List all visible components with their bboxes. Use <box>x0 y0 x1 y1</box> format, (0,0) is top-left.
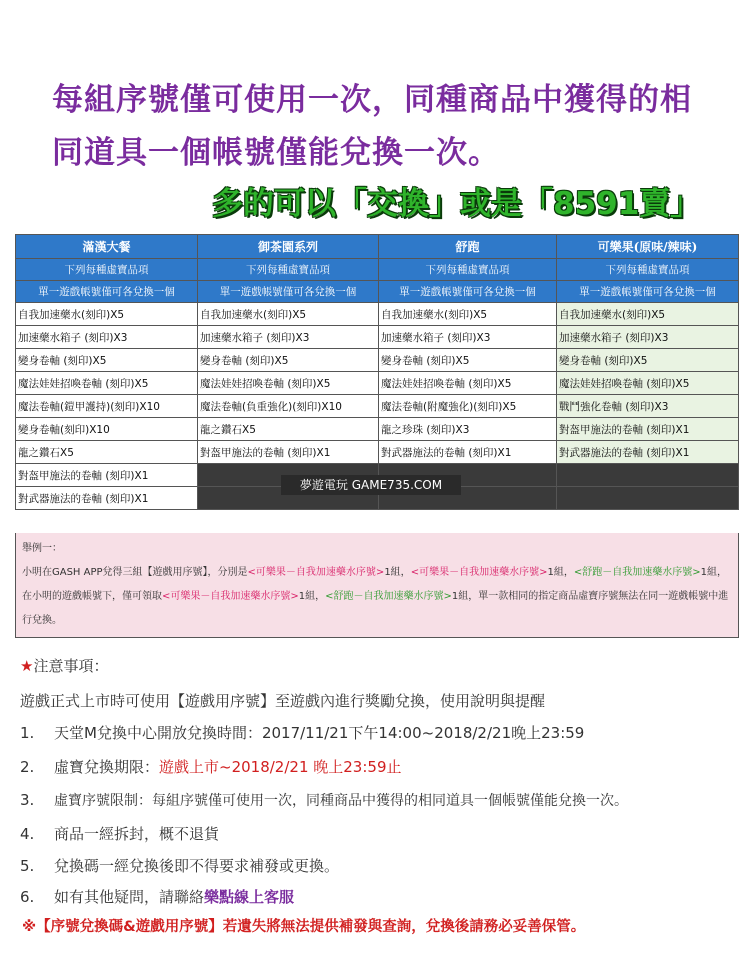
table-cell: 變身卷軸(刻印)X10 <box>16 418 198 441</box>
column-sub: 下列每種虛寶品項 <box>16 259 198 281</box>
reward-items-table <box>15 234 739 510</box>
column-note: 單一遊戲帳號僅可各兌換一個 <box>198 281 379 303</box>
table-cell: 對武器施法的卷軸 (刻印)X1 <box>557 441 739 464</box>
watermark: 夢遊電玩 GAME735.COM <box>281 475 461 495</box>
example-text-part: 1組，單一款相同的指定商品虛寶序號無法在同一遊戲帳號中進行兌換。 <box>22 591 729 626</box>
table-cell: 變身卷軸 (刻印)X5 <box>379 349 557 372</box>
note-text: 天堂M兌換中心開放兌換時間：2017/11/21下午14:00~2018/2/21晚上23:59 <box>54 724 585 742</box>
headline-line-1: 每組序號僅可使用一次，同種商品中獲得的相 <box>52 82 692 118</box>
table-cell: 魔法卷軸(附魔強化)(刻印)X5 <box>379 395 557 418</box>
table-cell: 魔法娃娃招喚卷軸 (刻印)X5 <box>557 372 739 395</box>
note-number: 4. <box>20 825 35 843</box>
note-item <box>20 823 219 844</box>
example-highlight: <舒跑－自我加速藥水序號> <box>325 591 452 602</box>
table-cell: 自我加速藥水(刻印)X5 <box>198 303 379 326</box>
column-title: 御茶園系列 <box>198 235 379 259</box>
note-item <box>20 722 584 743</box>
table-cell <box>557 464 739 487</box>
table-row <box>16 395 739 418</box>
table-cell: 戰鬥強化卷軸 (刻印)X3 <box>557 395 739 418</box>
table-cell: 對武器施法的卷軸 (刻印)X1 <box>379 441 557 464</box>
notes-title-text: 注意事項： <box>33 657 109 675</box>
table-cell: 魔法娃娃招喚卷軸 (刻印)X5 <box>198 372 379 395</box>
table-cell: 對盔甲施法的卷軸 (刻印)X1 <box>557 418 739 441</box>
example-text-part: 1組， <box>547 567 574 578</box>
note-text: 如有其他疑問，請聯絡 <box>54 888 205 906</box>
table-cell: 變身卷軸 (刻印)X5 <box>16 349 198 372</box>
note-number: 6. <box>20 888 35 906</box>
table-cell: 魔法卷軸(負重強化)(刻印)X10 <box>198 395 379 418</box>
note-number: 5. <box>20 857 35 875</box>
table-cell: 對盔甲施法的卷軸 (刻印)X1 <box>16 464 198 487</box>
note-number: 2. <box>20 758 35 776</box>
example-label: 舉例一： <box>22 543 62 554</box>
note-text: 商品一經拆封，概不退貨 <box>54 825 220 843</box>
example-highlight: <舒跑－自我加速藥水序號> <box>573 567 701 578</box>
example-text-part: 小明在GASH APP兌得三組【遊戲用序號】，分別是 <box>22 567 248 578</box>
table-cell: 龍之珍珠 (刻印)X3 <box>379 418 557 441</box>
table-cell: 魔法娃娃招喚卷軸 (刻印)X5 <box>379 372 557 395</box>
note-item <box>20 855 339 876</box>
example-text-part: 1組， <box>384 567 411 578</box>
column-note: 單一遊戲帳號僅可各兌換一個 <box>557 281 739 303</box>
note-text: 虛寶兌換期限： <box>54 758 160 776</box>
table-row <box>16 303 739 326</box>
column-sub: 下列每種虛寶品項 <box>198 259 379 281</box>
table-cell <box>557 487 739 510</box>
example-highlight: <可樂果－自我加速藥水序號> <box>410 567 548 578</box>
column-title: 可樂果(原味/辣味) <box>557 235 739 259</box>
customer-service-link[interactable]: 樂點線上客服 <box>204 888 295 906</box>
column-note: 單一遊戲帳號僅可各兌換一個 <box>379 281 557 303</box>
note-deadline: 遊戲上市~2018/2/21 晚上23:59止 <box>159 758 402 776</box>
column-note: 單一遊戲帳號僅可各兌換一個 <box>16 281 198 303</box>
example-highlight: <可樂果－自我加速藥水序號> <box>162 591 299 602</box>
example-text-part: 1組， <box>298 591 326 602</box>
note-item <box>20 886 294 907</box>
table-cell: 變身卷軸 (刻印)X5 <box>198 349 379 372</box>
table-row <box>16 418 739 441</box>
note-text: 虛寶序號限制：每組序號僅可使用一次，同種商品中獲得的相同道具一個帳號僅能兌換一次。 <box>54 793 628 809</box>
table-cell: 魔法娃娃招喚卷軸 (刻印)X5 <box>16 372 198 395</box>
note-number: 3. <box>20 791 35 809</box>
table-row <box>16 326 739 349</box>
table-cell: 龍之鑽石X5 <box>198 418 379 441</box>
example-text <box>22 561 732 633</box>
table-cell: 加速藥水箱子 (刻印)X3 <box>557 326 739 349</box>
table-cell: 對武器施法的卷軸 (刻印)X1 <box>16 487 198 510</box>
column-title: 滿漢大餐 <box>16 235 198 259</box>
example-text-part: 1組，在小明的遊戲帳號下，僅可領取 <box>22 567 727 602</box>
table-cell: 加速藥水箱子 (刻印)X3 <box>16 326 198 349</box>
note-text: 兌換碼一經兌換後即不得要求補發或更換。 <box>54 857 340 875</box>
note-number: 1. <box>20 724 35 742</box>
table-row <box>16 349 739 372</box>
headline-exchange-line: 多的可以「交換」或是「8591賣」 <box>212 186 702 222</box>
table-cell: 自我加速藥水(刻印)X5 <box>557 303 739 326</box>
table-row <box>16 441 739 464</box>
column-sub: 下列每種虛寶品項 <box>379 259 557 281</box>
headline-line-2: 同道具一個帳號僅能兌換一次。 <box>52 135 500 171</box>
column-title: 舒跑 <box>379 235 557 259</box>
star-icon: ★ <box>20 657 34 675</box>
example-box <box>15 533 739 638</box>
column-sub: 下列每種虛寶品項 <box>557 259 739 281</box>
table-cell: 變身卷軸 (刻印)X5 <box>557 349 739 372</box>
warning-text: ※【序號兌換碼&遊戲用序號】若遺失將無法提供補發與查詢，兌換後請務必妥善保管。 <box>22 919 586 935</box>
table-cell: 魔法卷軸(鎧甲護持)(刻印)X10 <box>16 395 198 418</box>
note-item <box>20 756 402 777</box>
table-cell: 自我加速藥水(刻印)X5 <box>16 303 198 326</box>
notes-intro: 遊戲正式上市時可使用【遊戲用序號】至遊戲內進行獎勵兌換，使用說明與提醒 <box>20 692 546 710</box>
table-cell: 加速藥水箱子 (刻印)X3 <box>379 326 557 349</box>
example-highlight: <可樂果－自我加速藥水序號> <box>247 567 385 578</box>
table-cell: 自我加速藥水(刻印)X5 <box>379 303 557 326</box>
note-item <box>20 790 628 810</box>
notes-title <box>20 655 108 676</box>
table-cell: 加速藥水箱子 (刻印)X3 <box>198 326 379 349</box>
table-row <box>16 372 739 395</box>
table-cell: 對盔甲施法的卷軸 (刻印)X1 <box>198 441 379 464</box>
table-cell: 龍之鑽石X5 <box>16 441 198 464</box>
